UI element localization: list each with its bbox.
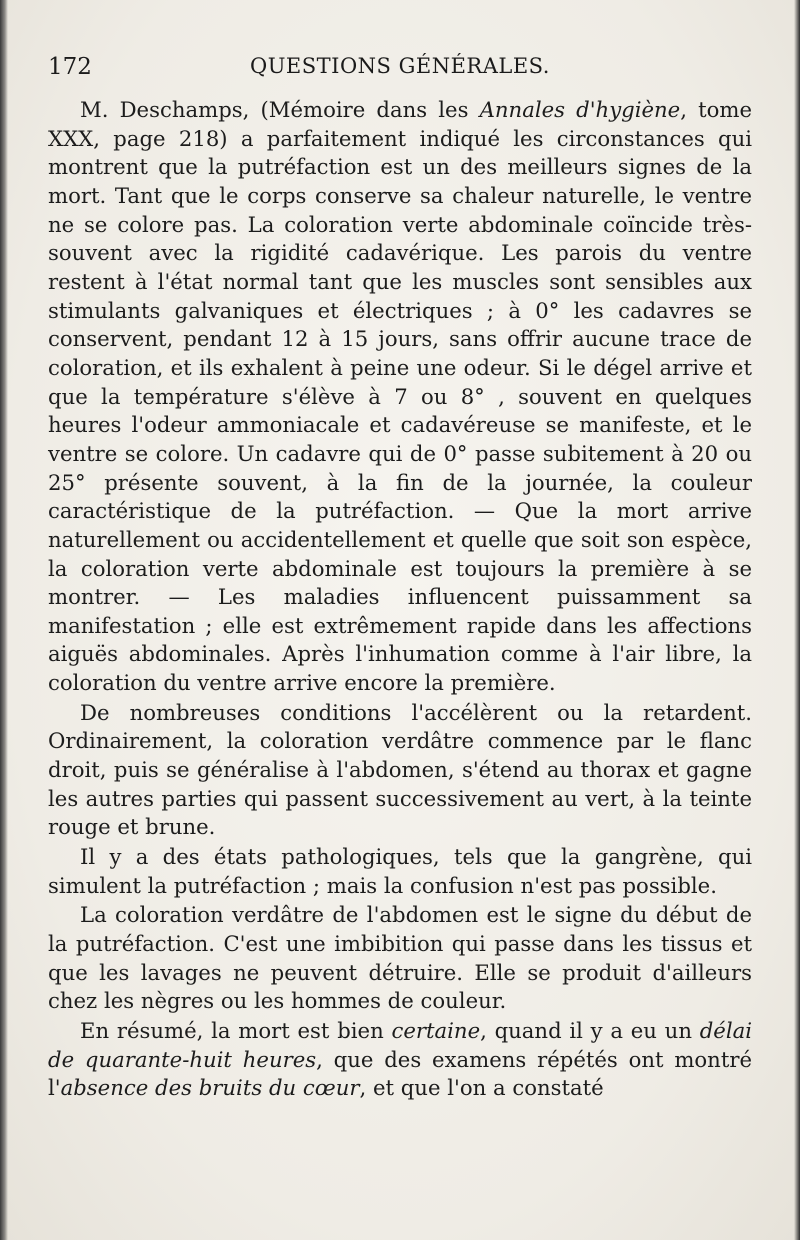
page-right-edge-shadow — [794, 0, 800, 1240]
text-run: Il y a des états pathologiques, tels que la gangrène, qui simulent la putréfaction ; mais la confusion n'est pas possible. — [48, 844, 752, 898]
text-run: La coloration verdâtre de l'abdomen est le signe du début de la putréfaction. C'est une imbibition qui passe dans les tissus et que les lavages ne peuvent détruire. Elle se produit d'ailleurs chez les nègres ou les hommes de couleur. — [48, 902, 752, 1014]
text-run: , que des examens répétés ont montré l' — [48, 1046, 753, 1101]
paragraph — [48, 1017, 752, 1103]
body-text — [48, 96, 752, 1103]
paragraph — [48, 699, 752, 842]
paragraph — [48, 96, 752, 698]
page-number: 172 — [48, 54, 92, 80]
page-left-edge-shadow — [0, 0, 8, 1240]
text-run: En résumé, la mort est bien — [80, 1018, 392, 1043]
page-header — [40, 48, 760, 88]
text-run: , quand il y a eu un — [480, 1018, 700, 1043]
running-head: QUESTIONS GÉNÉRALES. — [250, 54, 550, 78]
text-run: De nombreuses conditions l'accélèrent ou la retardent. Ordinairement, la coloration verdâtre commence par le flanc droit, puis se généralise à l'abdomen, s'étend au thorax et gagne les autres parties qui passent successivement au vert, à la teinte rouge et brune. — [48, 699, 752, 840]
italic-text: certaine — [391, 1018, 481, 1043]
text-run: , tome XXX, page 218) a parfaitement indiqué les circonstances qui montrent que la putréfaction est un des meilleurs signes de la mort. Tant que le corps conserve sa chaleur naturelle, le ventre ne se colore pas. La coloration verte abdominale coïncide très-souvent avec la rigidité cadavérique. Les parois du ventre restent à l'état normal tant que les muscles sont sensibles aux stimulants galvaniques et électriques ; à 0° les cadavres se conservent, pendant 12 à 15 jours, sans offrir aucune trace de coloration, et ils exhalent à peine une odeur. Si le dégel arrive et que la température s'élève à 7 ou 8° , souvent en quelques heures l'odeur ammoniacale et cadavéreuse se manifeste, et le ventre se colore. Un cadavre qui de 0° passe subitement à 20 ou 25° présente souvent, à la fin de la journée, la couleur caractéristique de la putréfaction. — Que la mort arrive naturellement ou accidentellement et quelle que soit son espèce, la coloration verte abdominale est toujours la première à se montrer. — Les maladies influencent puissamment sa manifestation ; elle est extrêmement rapide dans les affections aiguës abdominales. Après l'inhumation comme à l'air libre, la coloration du ventre arrive encore la première. — [48, 97, 753, 696]
italic-text: délai de quarante-huit heures — [48, 1018, 753, 1072]
paragraph — [48, 901, 752, 1016]
text-run: M. Deschamps, (Mémoire dans les — [80, 97, 480, 122]
italic-text: absence des bruits du cœur — [60, 1075, 360, 1101]
paragraph — [48, 843, 752, 900]
italic-text: Annales d'hygiène — [479, 97, 681, 122]
text-run: , et que l'on a constaté — [359, 1075, 604, 1101]
